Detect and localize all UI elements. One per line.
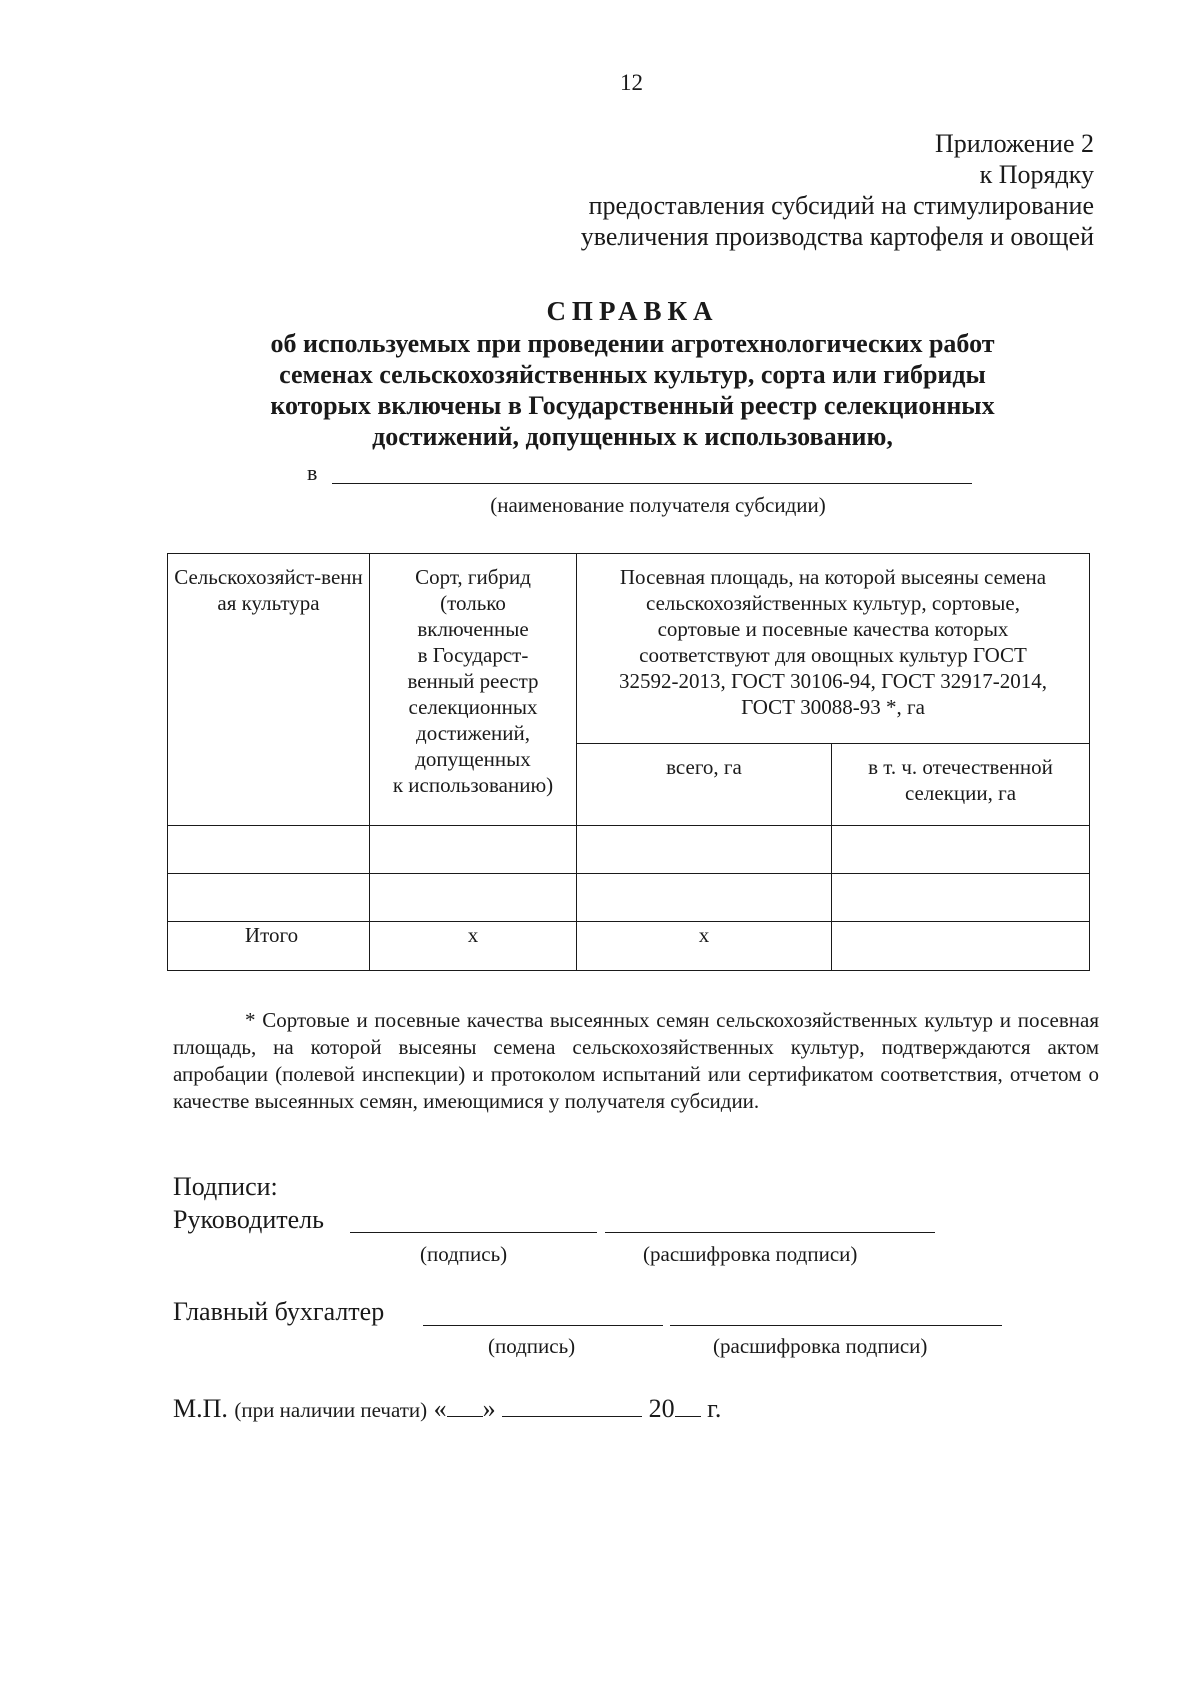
head-signature-field[interactable] <box>350 1232 597 1233</box>
stamp-note: (при наличии печати) <box>234 1398 428 1422</box>
open-quote: « <box>433 1394 447 1423</box>
document-title: СПРАВКА <box>546 296 719 326</box>
header-variety: Сорт, гибрид (только включенные в Государст- венный реестр селекционных достижений, допущенных к использованию) <box>370 554 577 826</box>
recipient-prefix: в <box>307 460 318 485</box>
close-quote: » <box>482 1394 496 1423</box>
table-cell[interactable] <box>370 826 577 874</box>
page-number: 12 <box>620 70 643 95</box>
table-row <box>168 874 1090 922</box>
subtitle-line: которых включены в Государственный реестр селекционных <box>270 391 995 420</box>
year-suffix: г. <box>707 1394 722 1423</box>
month-field[interactable] <box>502 1394 642 1417</box>
recipient-caption: (наименование получателя субсидии) <box>490 493 826 517</box>
table-cell[interactable] <box>577 826 832 874</box>
signatures-heading: Подписи: <box>173 1172 278 1201</box>
footnote-text: * Сортовые и посевные качества высеянных семян сельскохозяйственных культур и посевная площадь, на которой высеяны семена сельскохозяйственных культур, подтверждаются актом апробации (полевой инспекции) и протоколом испытаний или сертификатом соответствия, отчетом о качестве высеянных семян, имеющимися у получателя субсидии. <box>173 1008 1099 1113</box>
total-area-cell: х <box>577 922 832 971</box>
table-cell[interactable] <box>370 874 577 922</box>
seeds-table <box>167 553 1090 971</box>
table-cell[interactable] <box>577 874 832 922</box>
day-field[interactable] <box>447 1394 483 1417</box>
head-decoding-field[interactable] <box>605 1232 935 1233</box>
footnote <box>173 1007 1099 1115</box>
header-sown-area: Посевная площадь, на которой высеяны семена сельскохозяйственных культур, сортовые, сортовые и посевные качества которых соответствуют для овощных культур ГОСТ 32592-2013, ГОСТ 30106-94, ГОСТ 32917-2014, ГОСТ 30088-93 *, га <box>577 554 1090 744</box>
table-cell[interactable] <box>832 874 1090 922</box>
accountant-signature-caption: (подпись) <box>488 1334 576 1358</box>
appendix-block <box>581 128 1094 252</box>
appendix-line: Приложение 2 <box>934 129 1094 158</box>
appendix-line: предоставления субсидий на стимулирование <box>588 191 1094 220</box>
total-domestic-cell[interactable] <box>832 922 1090 971</box>
head-decoding-caption: (расшифровка подписи) <box>643 1242 858 1266</box>
year-prefix: 20 <box>648 1394 675 1423</box>
document-subtitle <box>0 328 1200 452</box>
appendix-line: увеличения производства картофеля и овощей <box>580 222 1094 251</box>
table-cell[interactable] <box>168 826 370 874</box>
head-label: Руководитель <box>173 1205 324 1234</box>
head-signature-caption: (подпись) <box>420 1242 508 1266</box>
recipient-field[interactable] <box>332 483 972 484</box>
total-variety-cell: х <box>370 922 577 971</box>
stamp-date-line <box>173 1394 721 1424</box>
subtitle-line: семенах сельскохозяйственных культур, сорта или гибриды <box>279 360 986 389</box>
total-label: Итого <box>168 922 370 971</box>
stamp-label: М.П. <box>173 1394 228 1423</box>
accountant-signature-field[interactable] <box>423 1325 663 1326</box>
table-cell[interactable] <box>168 874 370 922</box>
appendix-line: к Порядку <box>979 160 1094 189</box>
table-cell[interactable] <box>832 826 1090 874</box>
year-field[interactable] <box>675 1394 701 1417</box>
accountant-decoding-field[interactable] <box>670 1325 1002 1326</box>
table-header-row <box>168 554 1090 744</box>
subtitle-line: об используемых при проведении агротехнологических работ <box>270 329 995 358</box>
header-total-area: всего, га <box>577 744 832 826</box>
table-row <box>168 826 1090 874</box>
header-crop: Сельскохозяйст-венная культура <box>168 554 370 826</box>
table-total-row <box>168 922 1090 971</box>
subtitle-line: достижений, допущенных к использованию, <box>372 422 893 451</box>
accountant-decoding-caption: (расшифровка подписи) <box>713 1334 928 1358</box>
header-domestic-area: в т. ч. отечественной селекции, га <box>832 744 1090 826</box>
accountant-label: Главный бухгалтер <box>173 1297 385 1326</box>
